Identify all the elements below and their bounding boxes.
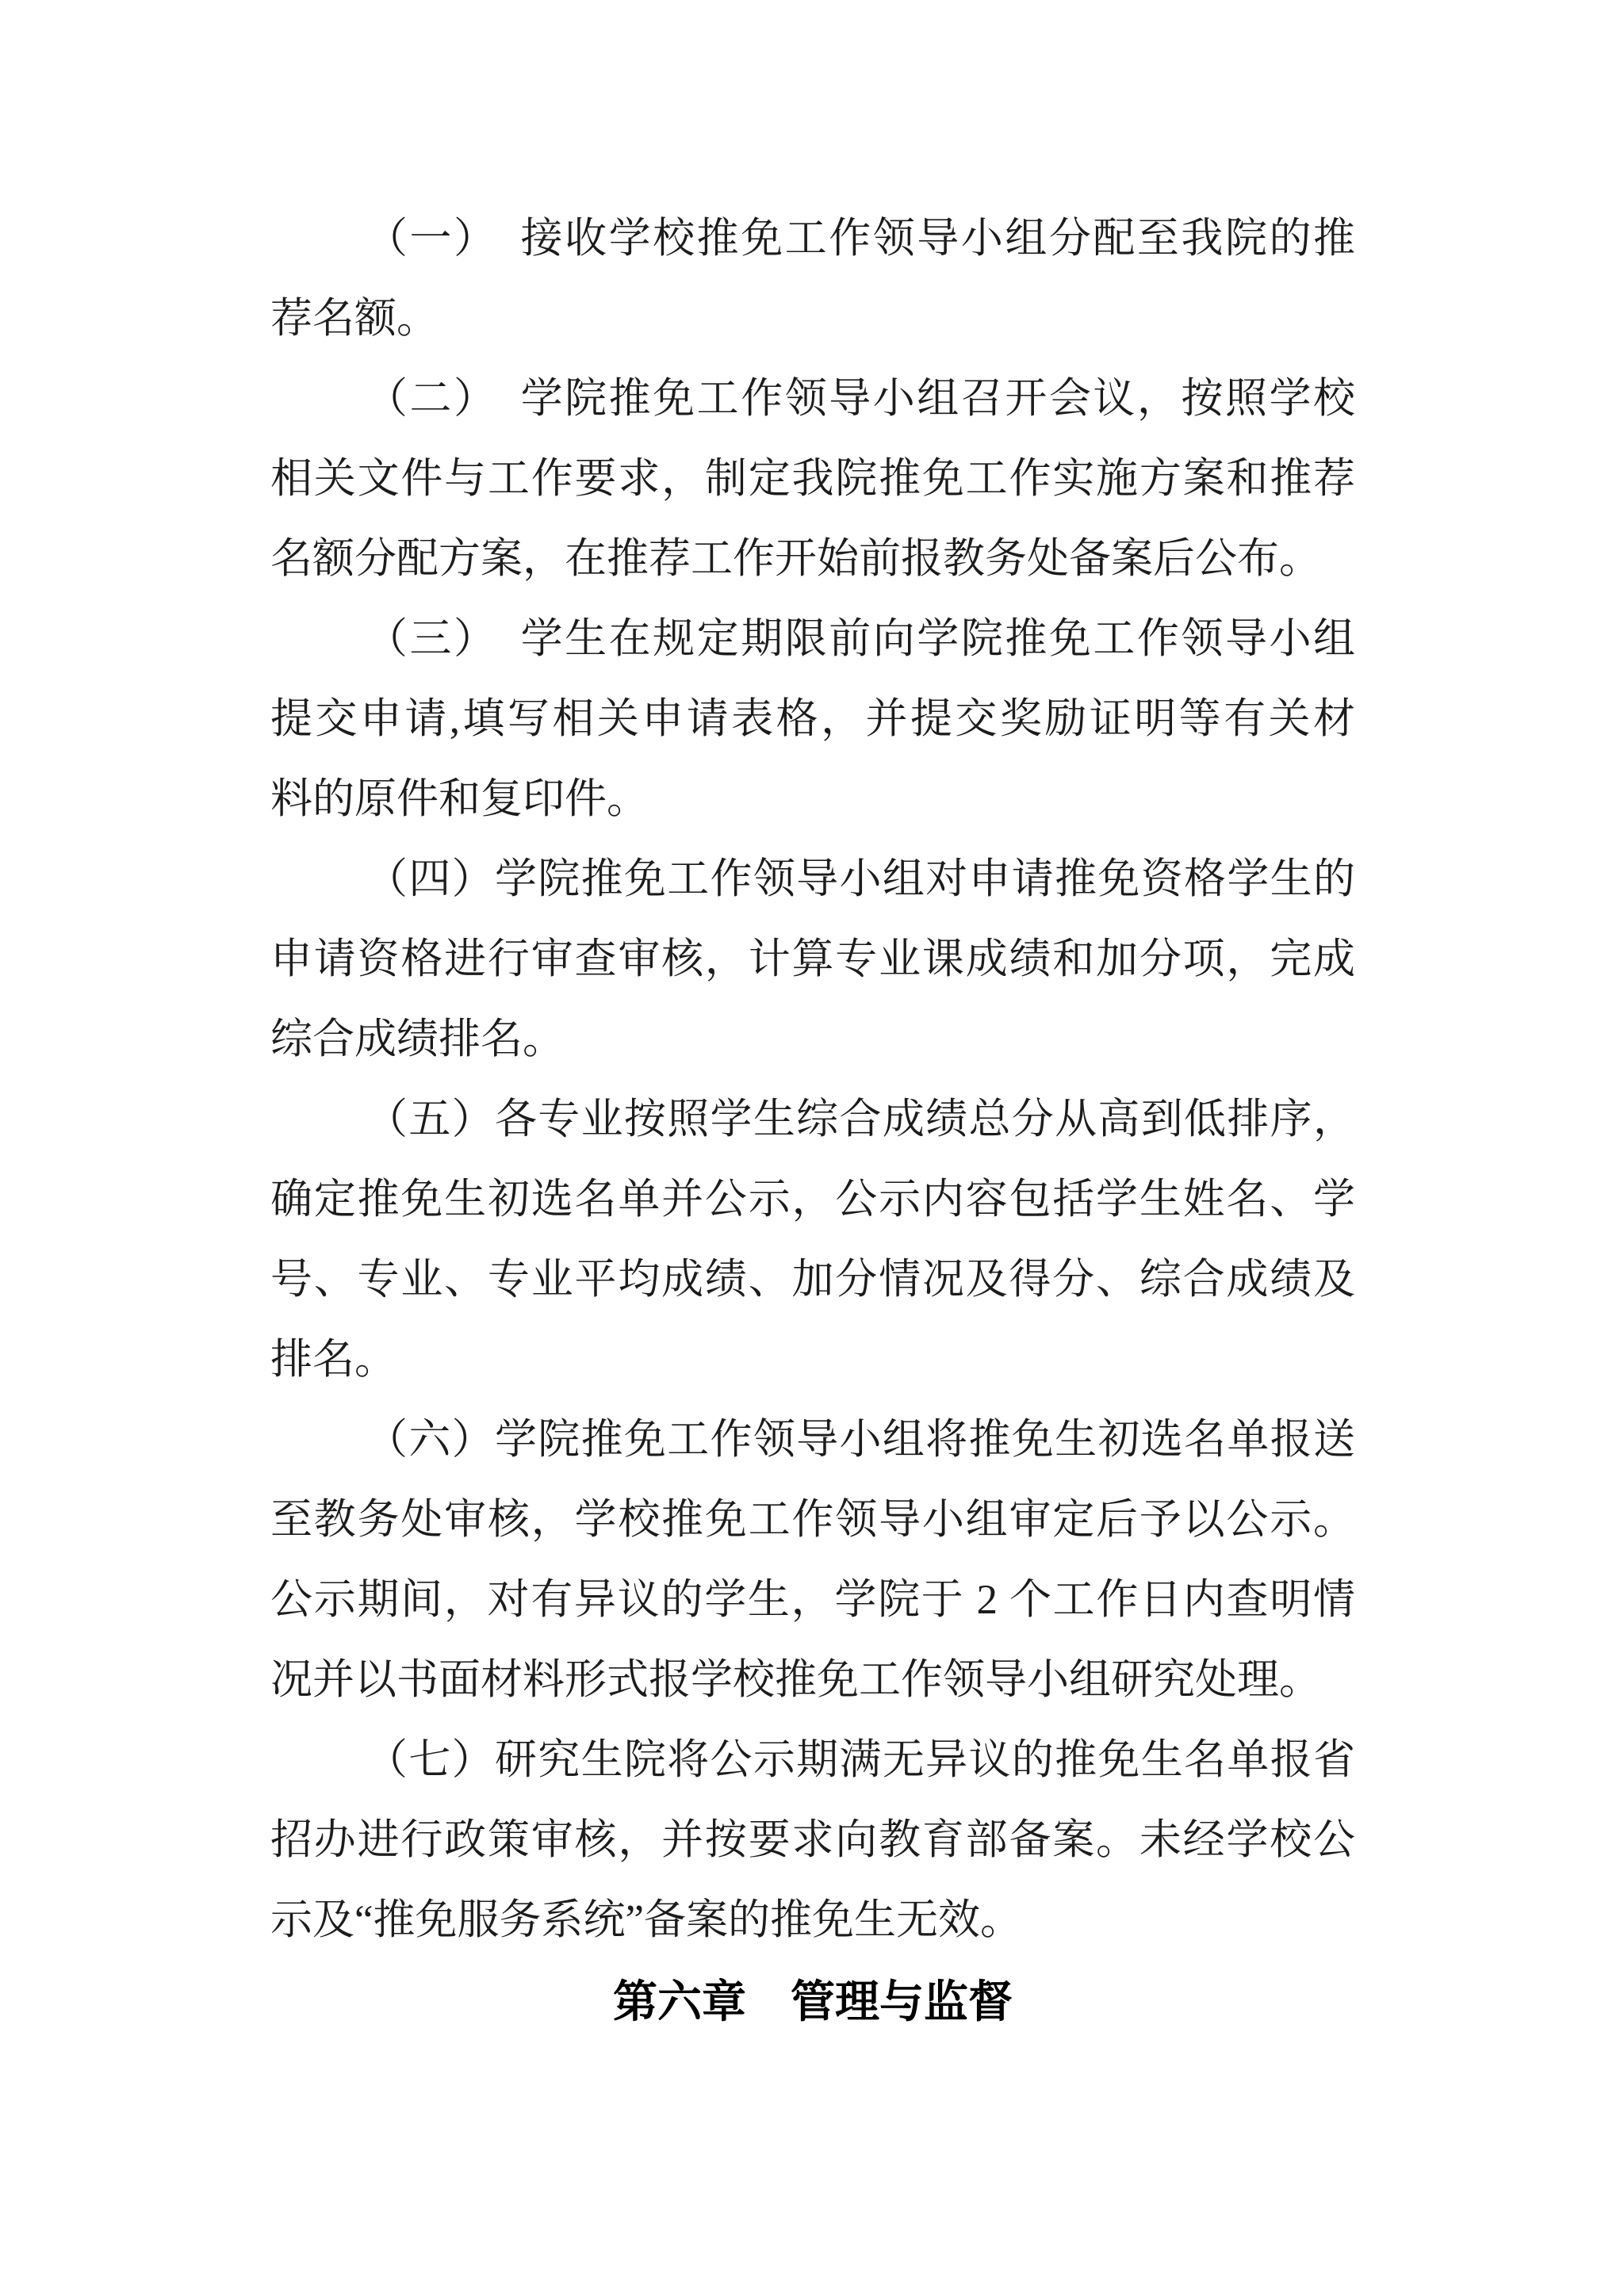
paragraph [270, 1400, 1355, 1720]
text-line: （三） 学生在规定期限前向学院推免工作领导小组 [366, 616, 1355, 662]
text-line: 确定推免生初选名单并公示，公示内容包括学生姓名、学 [270, 1177, 1355, 1223]
text-line: （五）各专业按照学生综合成绩总分从高到低排序， [366, 1096, 1355, 1142]
text-line: 况并以书面材料形式报学校推免工作领导小组研究处理。 [270, 1657, 1321, 1703]
text-line: 名额分配方案，在推荐工作开始前报教务处备案后公布。 [270, 536, 1321, 582]
text-line: 申请资格进行审查审核，计算专业课成绩和加分项，完成 [270, 936, 1355, 982]
text-line: 料的原件和复印件。 [270, 776, 649, 822]
text-line: 示及“推免服务系统”备案的推免生无效。 [270, 1897, 1023, 1943]
text-line: 综合成绩排名。 [270, 1016, 565, 1062]
paragraphs-container [270, 199, 1355, 1961]
text-line: （二） 学院推免工作领导小组召开会议，按照学校 [366, 376, 1355, 422]
paragraph [270, 359, 1355, 599]
paragraph [270, 840, 1355, 1080]
chapter-heading: 第六章 管理与监督 [613, 1976, 1013, 2026]
document-body [270, 199, 1355, 2042]
text-line: 排名。 [270, 1337, 396, 1383]
paragraph [270, 1720, 1355, 1961]
text-line: （七）研究生院将公示期满无异议的推免生名单报省 [366, 1737, 1355, 1783]
text-line: 荐名额。 [270, 296, 439, 342]
text-line: 相关文件与工作要求，制定我院推免工作实施方案和推荐 [270, 456, 1355, 502]
text-line: 提交申请,填写相关申请表格，并提交奖励证明等有关材 [270, 696, 1355, 742]
text-line: 招办进行政策审核，并按要求向教育部备案。未经学校公 [270, 1817, 1355, 1863]
text-line: 至教务处审核，学校推免工作领导小组审定后予以公示。 [270, 1497, 1355, 1543]
paragraph [270, 599, 1355, 840]
text-line: （一） 接收学校推免工作领导小组分配至我院的推 [366, 216, 1355, 262]
paragraph [270, 199, 1355, 359]
text-line: （六）学院推免工作领导小组将推免生初选名单报送 [366, 1417, 1355, 1463]
text-line: （四）学院推免工作领导小组对申请推免资格学生的 [366, 856, 1355, 902]
text-line: 公示期间，对有异议的学生，学院于 2 个工作日内查明情 [270, 1577, 1355, 1623]
text-line: 号、专业、专业平均成绩、加分情况及得分、综合成绩及 [270, 1257, 1355, 1303]
paragraph [270, 1080, 1355, 1400]
